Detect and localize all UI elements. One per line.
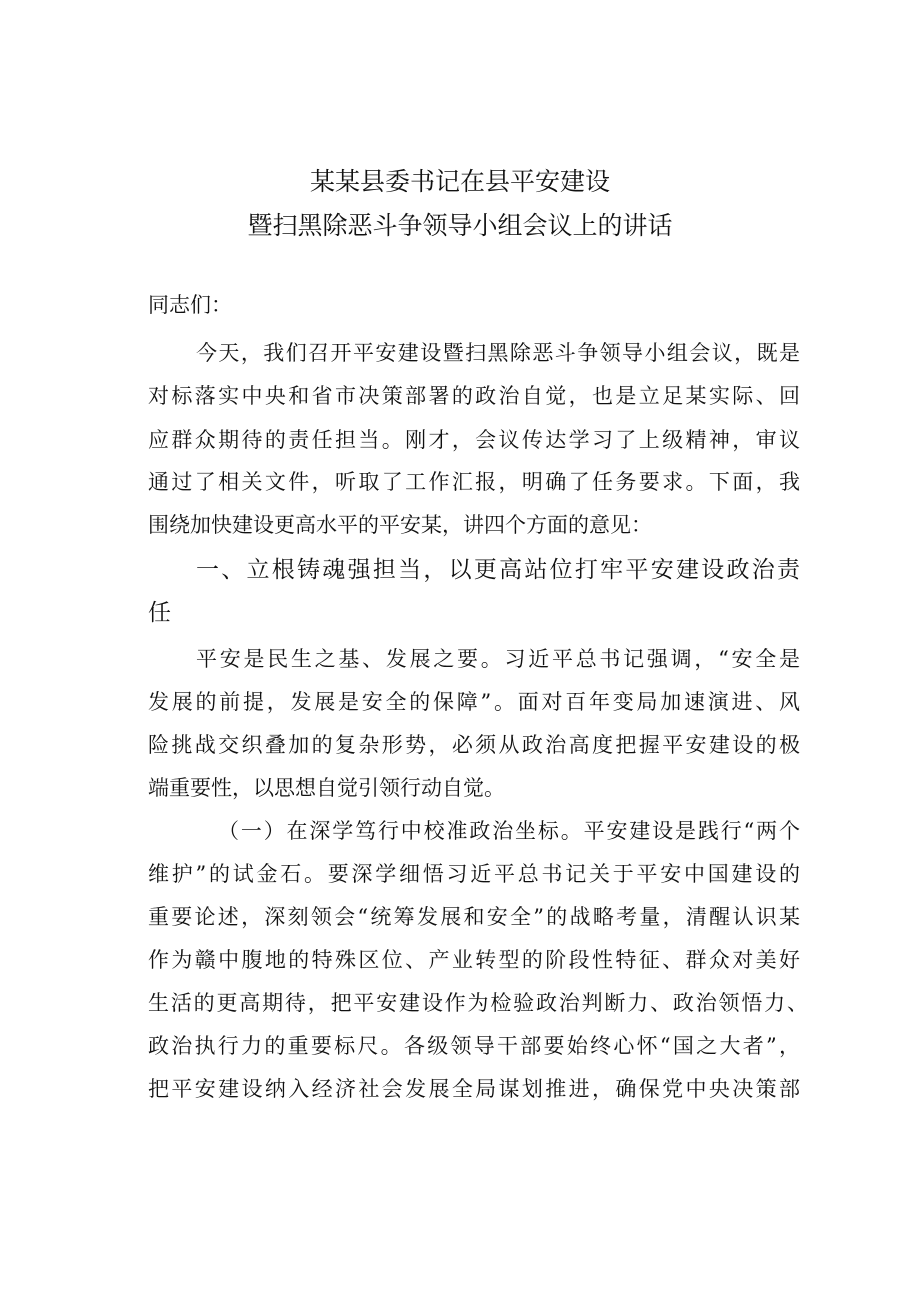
salutation: 同志们： bbox=[148, 293, 232, 317]
paragraph-line: 端重要性，以思想自觉引领行动自觉。 bbox=[148, 776, 505, 800]
paragraph-line: 平安是民生之基、发展之要。习近平总书记强调，“安全是 bbox=[196, 647, 800, 671]
intro-line: 围绕加快建设更高水平的平安某，讲四个方面的意见： bbox=[148, 513, 652, 537]
paragraph-line: 险挑战交织叠加的复杂形势，必须从政治高度把握平安建设的极 bbox=[148, 733, 800, 757]
section-heading-1: 一、立根铸魂强担当，以更高站位打牢平安建设政治责 bbox=[196, 557, 800, 583]
paragraph-line: 发展的前提，发展是安全的保障”。面对百年变局加速演进、风 bbox=[148, 690, 800, 714]
paragraph-line: 政治执行力的重要标尺。各级领导干部要始终心怀“国之大者”， bbox=[148, 1034, 800, 1058]
intro-line: 今天，我们召开平安建设暨扫黑除恶斗争领导小组会议，既是 bbox=[196, 341, 800, 365]
paragraph-line: （一）在深学笃行中校准政治坐标。平安建设是践行“两个 bbox=[218, 819, 800, 843]
paragraph-line: 作为赣中腹地的特殊区位、产业转型的阶段性特征、群众对美好 bbox=[148, 948, 800, 972]
intro-line: 通过了相关文件，听取了工作汇报，明确了任务要求。下面，我 bbox=[148, 470, 800, 494]
document-title-line-2: 暨扫黑除恶斗争领导小组会议上的讲话 bbox=[247, 211, 673, 240]
document-title-line-1: 某某县委书记在县平安建设 bbox=[309, 167, 610, 196]
paragraph-line: 生活的更高期待，把平安建设作为检验政治判断力、政治领悟力、 bbox=[148, 991, 808, 1015]
intro-line: 对标落实中央和省市决策部署的政治自觉，也是立足某实际、回 bbox=[148, 384, 800, 408]
paragraph-line: 维护”的试金石。要深学细悟习近平总书记关于平安中国建设的 bbox=[148, 862, 800, 886]
paragraph-line: 把平安建设纳入经济社会发展全局谋划推进，确保党中央决策部 bbox=[148, 1077, 800, 1101]
section-heading-1-cont: 任 bbox=[148, 600, 171, 626]
intro-line: 应群众期待的责任担当。刚才，会议传达学习了上级精神，审议 bbox=[148, 428, 800, 452]
paragraph-line: 重要论述，深刻领会“统筹发展和安全”的战略考量，清醒认识某 bbox=[148, 905, 800, 929]
